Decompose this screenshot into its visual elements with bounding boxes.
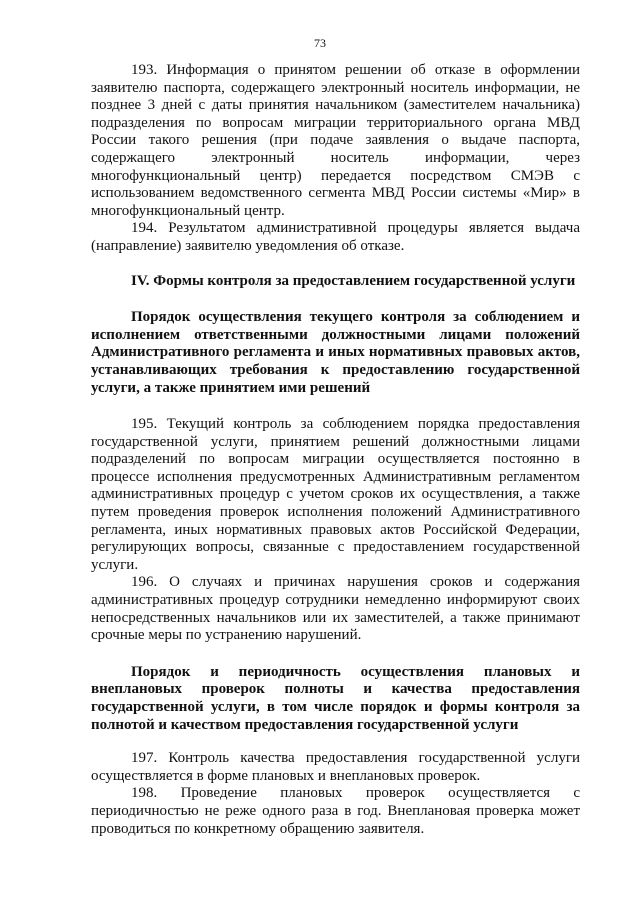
section-iv-heading: IV. Формы контроля за предоставлением государственной услуги: [131, 272, 576, 289]
paragraph-195: 195. Текущий контроль за соблюдением порядка предоставления государственной услуги, принятием решений должностными лицами подразделений по вопросам миграции осуществляется постоянно в процессе исполнения предусмотренных Административным регламентом административных процедур с учетом сроков их осуществления, а также путем проведения проверок исполнения положений Административного регламента, иных нормативных правовых актов Российской Федерации, регулирующих вопросы, связанные с предоставлением государственной услуги.: [91, 416, 580, 573]
paragraph-194: 194. Результатом административной процедуры является выдача (направление) заявителю уведомления об отказе.: [91, 220, 580, 254]
paragraph-193: 193. Информация о принятом решении об отказе в оформлении заявителю паспорта, содержащего электронный носитель информации, не позднее 3 дней с даты принятия начальником (заместителем начальника) подразделения по вопросам миграции территориального органа МВД России такого решения (при подаче заявления о выдаче паспорта, содержащего электронный носитель информации, через многофункциональный центр) передается посредством СМЭВ с использованием ведомственного сегмента МВД России системы «Мир» в многофункциональный центр.: [91, 62, 580, 219]
paragraph-197: 197. Контроль качества предоставления государственной услуги осуществляется в форме плановых и внеплановых проверок.: [91, 750, 580, 784]
page-number: 73: [314, 36, 326, 50]
document-body: [91, 62, 580, 838]
paragraph-196: 196. О случаях и причинах нарушения сроков и содержания административных процедур сотрудники немедленно информируют своих непосредственных начальников или их заместителей, а также принимают срочные меры по устранению нарушений.: [91, 574, 580, 644]
current-control-heading: Порядок осуществления текущего контроля за соблюдением и исполнением ответственными должностными лицами положений Административного регламента и иных нормативных правовых актов, устанавливающих требования к предоставлению государственной услуги, а также принятием ими решений: [91, 309, 580, 396]
paragraph-198: 198. Проведение плановых проверок осуществляется с периодичностью не реже одного раза в год. Внеплановая проверка может проводиться по конкретному обращению заявителя.: [91, 785, 580, 837]
checks-heading: Порядок и периодичность осуществления плановых и внеплановых проверок полноты и качества предоставления государственной услуги, в том числе порядок и формы контроля за полнотой и качеством предоставления государственной услуги: [91, 663, 580, 733]
